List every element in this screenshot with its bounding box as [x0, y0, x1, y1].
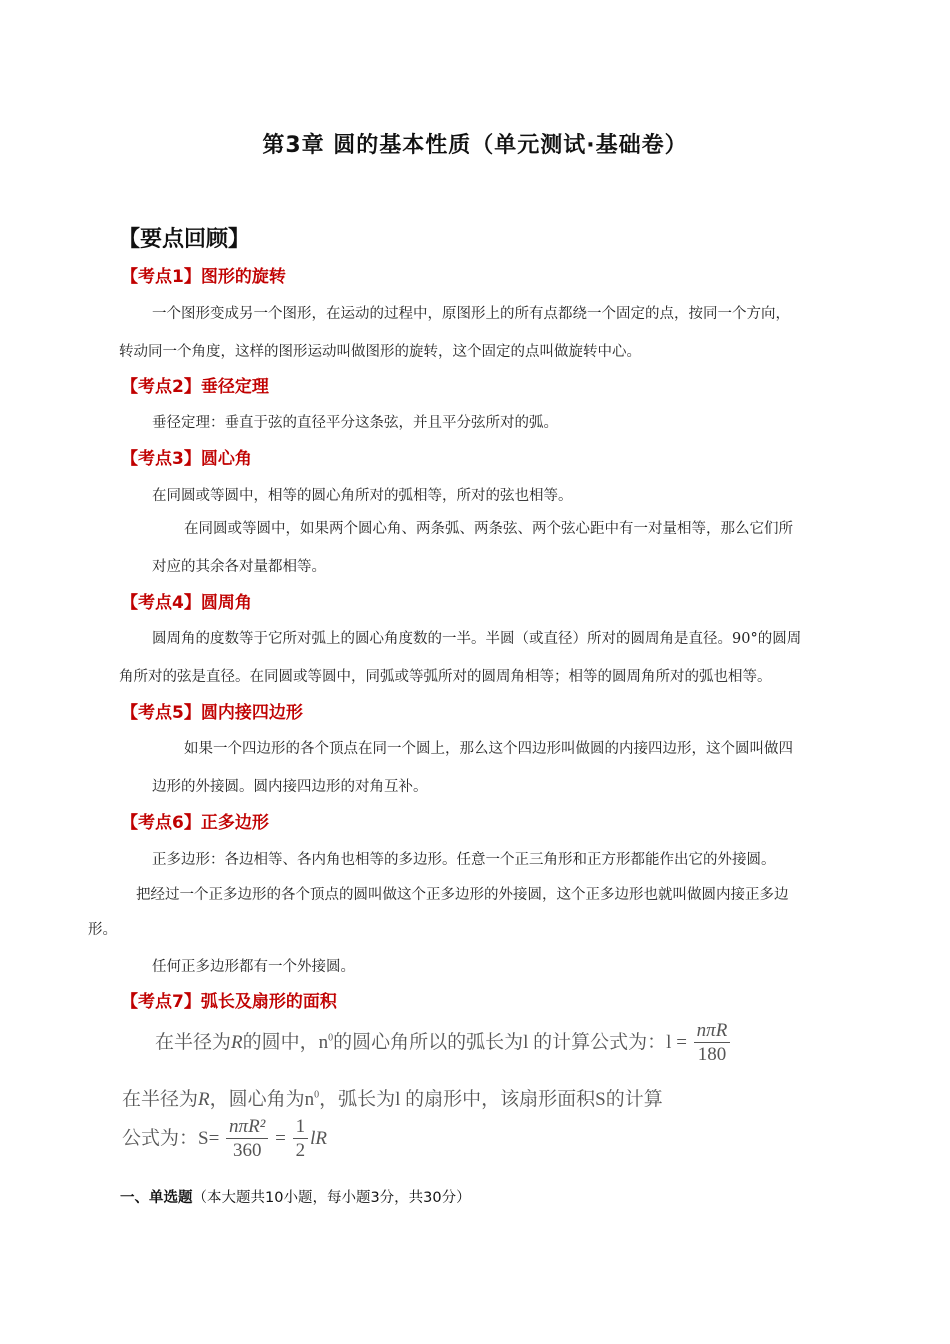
fraction-denominator: 180 [697, 1044, 727, 1065]
point-6-line-2: 把经过一个正多边形的各个顶点的圆叫做这个正多边形的外接圆，这个正多边形也就叫做圆内接正多边 [136, 887, 789, 903]
point-5-line-1: 如果一个四边形的各个顶点在同一个圆上，那么这个四边形叫做圆的内接四边形，这个圆叫做四 [184, 741, 793, 757]
formula-2-eq: = [275, 1127, 286, 1149]
sector-area-text [122, 1084, 663, 1111]
exam-heading-detail: （本大题共10小题，每小题3分，共30分） [192, 1190, 471, 1206]
point-1-line-2: 转动同一个角度，这样的图形运动叫做图形的旋转，这个固定的点叫做旋转中心。 [119, 344, 641, 360]
arc-length-formula [155, 1020, 732, 1067]
arc-length-fraction [694, 1020, 731, 1067]
sector-numerator-2: 1 [293, 1116, 309, 1139]
formula-2-tail: lR [310, 1127, 327, 1149]
point-5-heading: 【考点5】圆内接四边形 [121, 703, 303, 723]
point-4-line-2: 角所对的弦是直径。在同圆或等圆中，同弧或等弧所对的圆周角相等；相等的圆周角所对的弧也相等。 [119, 669, 772, 685]
exam-section-heading [120, 1186, 471, 1207]
formula-1-text: 在半径为 [155, 1031, 232, 1053]
sector-denominator-1: 360 [232, 1140, 262, 1161]
point-1-line-1: 一个图形变成另一个图形，在运动的过程中，原图形上的所有点都绕一个固定的点，按同一个方向， [152, 306, 790, 322]
point-6-line-3: 形。 [88, 922, 117, 938]
formula-2-line1c: ，弧长为l 的扇形中，该扇形面积S的计算 [319, 1089, 663, 1110]
point-6-line-1: 正多边形：各边相等、各内角也相等的多边形。任意一个正三角形和正方形都能作出它的外接圆。 [152, 852, 776, 868]
sector-fraction-2 [293, 1116, 309, 1163]
point-6-line-4: 任何正多边形都有一个外接圆。 [152, 959, 355, 975]
point-3-line-3: 对应的其余各对量都相等。 [152, 559, 326, 575]
formula-2-sup: 0 [314, 1089, 320, 1101]
point-2-line-1: 垂径定理：垂直于弦的直径平分这条弦，并且平分弦所对的弧。 [152, 415, 558, 431]
point-6-heading: 【考点6】正多边形 [121, 813, 269, 833]
fraction-numerator: nπR [694, 1020, 731, 1043]
point-1-heading: 【考点1】图形的旋转 [121, 267, 286, 287]
section-heading: 【要点回顾】 [118, 227, 251, 252]
page-title: 第3章 圆的基本性质（单元测试·基础卷） [262, 133, 688, 158]
point-3-line-2: 在同圆或等圆中，如果两个圆心角、两条弧、两条弦、两个弦心距中有一对量相等，那么它们所 [184, 521, 793, 537]
exam-heading-label: 一、单选题 [120, 1190, 193, 1206]
formula-2-line2a: 公式为：S= [122, 1127, 220, 1149]
sector-denominator-2: 2 [295, 1140, 306, 1161]
sector-numerator-1: nπR² [226, 1116, 268, 1139]
point-7-heading: 【考点7】弧长及扇形的面积 [121, 992, 337, 1012]
point-3-heading: 【考点3】圆心角 [121, 449, 252, 469]
point-5-line-2: 边形的外接圆。圆内接四边形的对角互补。 [152, 779, 428, 795]
point-4-line-1: 圆周角的度数等于它所对弧上的圆心角度数的一半。半圆（或直径）所对的圆周角是直径。90°的圆周 [152, 631, 802, 647]
formula-1-sup: 0 [328, 1032, 334, 1044]
formula-1-R: R [231, 1031, 243, 1053]
formula-1-rest: 的圆心角所以的弧长为l 的计算公式为：l = [333, 1031, 687, 1053]
formula-1-mid: 的圆中，n [242, 1031, 329, 1053]
point-2-heading: 【考点2】垂径定理 [121, 377, 269, 397]
formula-2-R: R [198, 1089, 210, 1110]
formula-2-line1a: 在半径为 [122, 1089, 199, 1110]
point-3-line-1: 在同圆或等圆中，相等的圆心角所对的弧相等，所对的弦也相等。 [152, 488, 573, 504]
formula-2-line1b: ，圆心角为n [209, 1089, 315, 1110]
point-4-heading: 【考点4】圆周角 [121, 593, 252, 613]
sector-fraction-1 [226, 1116, 268, 1163]
sector-area-formula [122, 1116, 327, 1163]
